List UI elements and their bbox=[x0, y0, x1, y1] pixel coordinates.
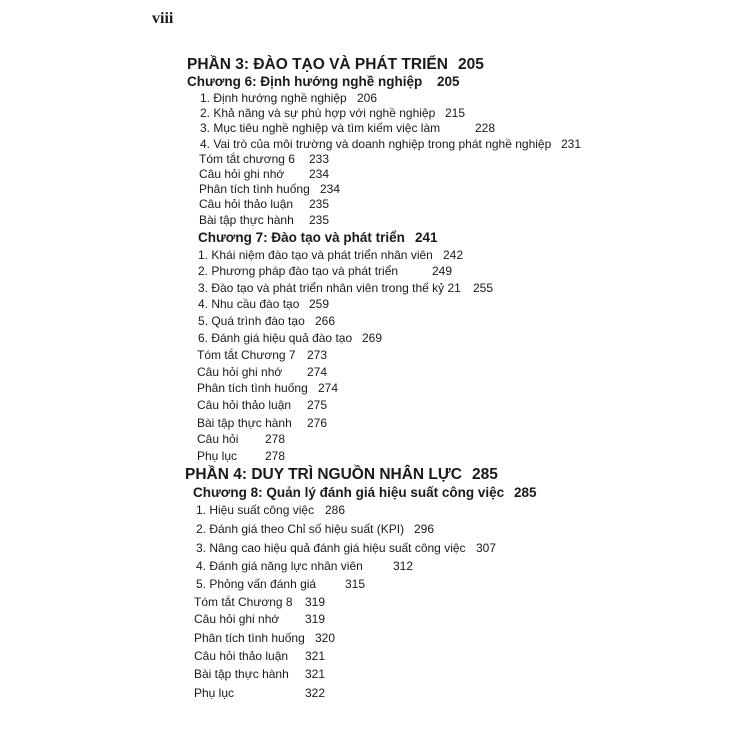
entry-page: 312 bbox=[393, 559, 414, 573]
entry-page: 315 bbox=[345, 577, 366, 591]
toc-part-3 bbox=[0, 56, 750, 74]
entry-page: 234 bbox=[320, 182, 341, 196]
entry-title: Phân tích tình huống bbox=[194, 631, 305, 645]
chapter-title: Chương 8: Quản lý đánh giá hiệu suất công việc bbox=[193, 485, 505, 500]
entry-title: 3. Nâng cao hiệu quả đánh giá hiệu suất công việc bbox=[196, 541, 466, 555]
entry-page: 215 bbox=[445, 106, 466, 120]
toc-entry bbox=[0, 152, 750, 166]
toc-entry bbox=[0, 577, 750, 591]
entry-page: 296 bbox=[414, 522, 435, 536]
entry-title: 1. Hiệu suất công việc bbox=[196, 503, 315, 517]
entry-title: 4. Đánh giá năng lực nhân viên bbox=[196, 559, 363, 573]
toc-entry bbox=[0, 667, 750, 681]
entry-page: 273 bbox=[307, 348, 328, 362]
entry-page: 322 bbox=[305, 686, 326, 700]
entry-page: 234 bbox=[309, 167, 330, 181]
part-page: 205 bbox=[458, 56, 484, 73]
entry-page: 275 bbox=[307, 398, 328, 412]
entry-title: 3. Mục tiêu nghề nghiệp và tìm kiếm việc làm bbox=[200, 121, 441, 135]
toc-entry bbox=[0, 281, 750, 295]
entry-page: 320 bbox=[315, 631, 336, 645]
entry-title: 4. Vai trò của môi trường và doanh nghiệp trong phát nghề nghiệp bbox=[200, 137, 552, 151]
entry-title: Tóm tắt Chương 7 bbox=[197, 348, 296, 362]
chapter-page: 241 bbox=[415, 230, 438, 245]
part-title: PHẦN 3: ĐÀO TẠO VÀ PHÁT TRIỂN bbox=[187, 56, 448, 73]
entry-page: 321 bbox=[305, 649, 326, 663]
toc-entry bbox=[0, 91, 750, 105]
entry-title: Câu hỏi thảo luận bbox=[194, 649, 289, 663]
entry-title: 2. Phương pháp đào tạo và phát triển bbox=[198, 264, 399, 278]
entry-page: 319 bbox=[305, 612, 326, 626]
entry-title: Bài tập thực hành bbox=[194, 667, 289, 681]
entry-page: 266 bbox=[315, 314, 336, 328]
toc-chapter-8 bbox=[0, 485, 750, 501]
entry-page: 274 bbox=[307, 365, 328, 379]
entry-title: Câu hỏi thảo luận bbox=[197, 398, 292, 412]
chapter-title: Chương 6: Định hướng nghề nghiệp bbox=[187, 74, 423, 89]
entry-title: Tóm tắt Chương 8 bbox=[194, 595, 293, 609]
entry-page: 278 bbox=[265, 449, 286, 463]
entry-page: 228 bbox=[475, 121, 496, 135]
toc-entry bbox=[0, 686, 750, 700]
entry-title: Câu hỏi thảo luận bbox=[199, 197, 294, 211]
toc-entry bbox=[0, 248, 750, 262]
entry-page: 233 bbox=[309, 152, 330, 166]
entry-page: 235 bbox=[309, 197, 330, 211]
toc-entry bbox=[0, 649, 750, 663]
entry-page: 249 bbox=[432, 264, 453, 278]
toc-entry bbox=[0, 331, 750, 345]
toc-entry bbox=[0, 503, 750, 517]
entry-page: 274 bbox=[318, 381, 339, 395]
entry-title: 2. Khả năng và sự phù hợp với nghề nghiệp bbox=[200, 106, 436, 120]
chapter-title: Chương 7: Đào tạo và phát triển bbox=[198, 230, 405, 245]
entry-page: 276 bbox=[307, 416, 328, 430]
toc-entry bbox=[0, 449, 750, 463]
entry-page: 235 bbox=[309, 213, 330, 227]
entry-title: Tóm tắt chương 6 bbox=[199, 152, 295, 166]
chapter-page: 205 bbox=[437, 74, 460, 89]
toc-entry bbox=[0, 595, 750, 609]
entry-title: Câu hỏi bbox=[197, 432, 239, 446]
page-number: viii bbox=[152, 10, 174, 27]
chapter-page: 285 bbox=[514, 485, 537, 500]
entry-title: Phụ lục bbox=[194, 686, 235, 700]
toc-entry bbox=[0, 182, 750, 196]
toc-entry bbox=[0, 121, 750, 135]
entry-title: Câu hỏi ghi nhớ bbox=[199, 167, 285, 181]
toc-entry bbox=[0, 137, 750, 151]
entry-page: 231 bbox=[561, 137, 582, 151]
toc-entry bbox=[0, 167, 750, 181]
part-title: PHẦN 4: DUY TRÌ NGUỒN NHÂN LỰC bbox=[185, 466, 462, 483]
part-page: 285 bbox=[472, 466, 498, 483]
entry-title: Phụ lục bbox=[197, 449, 238, 463]
entry-page: 319 bbox=[305, 595, 326, 609]
entry-title: Bài tập thực hành bbox=[199, 213, 294, 227]
toc-entry bbox=[0, 314, 750, 328]
entry-title: 5. Phỏng vấn đánh giá bbox=[196, 577, 317, 591]
toc-chapter-7 bbox=[0, 230, 750, 246]
toc-entry bbox=[0, 612, 750, 626]
toc-entry bbox=[0, 631, 750, 645]
entry-title: Câu hỏi ghi nhớ bbox=[197, 365, 283, 379]
entry-title: 5. Quá trình đào tạo bbox=[198, 314, 305, 328]
entry-title: 1. Khái niệm đào tạo và phát triển nhân viên bbox=[198, 248, 433, 262]
toc-entry bbox=[0, 398, 750, 412]
toc-entry bbox=[0, 541, 750, 555]
entry-page: 278 bbox=[265, 432, 286, 446]
entry-page: 242 bbox=[443, 248, 464, 262]
toc-entry bbox=[0, 432, 750, 446]
entry-title: Phân tích tình huống bbox=[197, 381, 308, 395]
entry-title: 3. Đào tạo và phát triển nhân viên trong thế kỷ 21 bbox=[198, 281, 461, 295]
entry-page: 286 bbox=[325, 503, 346, 517]
entry-page: 307 bbox=[476, 541, 497, 555]
entry-page: 269 bbox=[362, 331, 383, 345]
toc-entry bbox=[0, 264, 750, 278]
toc-entry bbox=[0, 416, 750, 430]
toc-entry bbox=[0, 365, 750, 379]
entry-title: Câu hỏi ghi nhớ bbox=[194, 612, 280, 626]
entry-title: 2. Đánh giá theo Chỉ số hiệu suất (KPI) bbox=[196, 522, 405, 536]
entry-page: 255 bbox=[473, 281, 494, 295]
toc-chapter-6 bbox=[0, 74, 750, 90]
toc-entry bbox=[0, 559, 750, 573]
entry-title: Bài tập thực hành bbox=[197, 416, 292, 430]
toc-entry bbox=[0, 381, 750, 395]
entry-title: 4. Nhu cầu đào tạo bbox=[198, 297, 300, 311]
entry-page: 321 bbox=[305, 667, 326, 681]
toc-entry bbox=[0, 522, 750, 536]
entry-title: 1. Định hướng nghề nghiệp bbox=[200, 91, 347, 105]
toc-entry bbox=[0, 197, 750, 211]
entry-title: Phân tích tình huống bbox=[199, 182, 310, 196]
toc-part-4 bbox=[0, 466, 750, 484]
toc-entry bbox=[0, 213, 750, 227]
entry-page: 206 bbox=[357, 91, 378, 105]
entry-page: 259 bbox=[309, 297, 330, 311]
toc-entry bbox=[0, 106, 750, 120]
toc-entry bbox=[0, 348, 750, 362]
entry-title: 6. Đánh giá hiệu quả đào tạo bbox=[198, 331, 353, 345]
toc-entry bbox=[0, 297, 750, 311]
